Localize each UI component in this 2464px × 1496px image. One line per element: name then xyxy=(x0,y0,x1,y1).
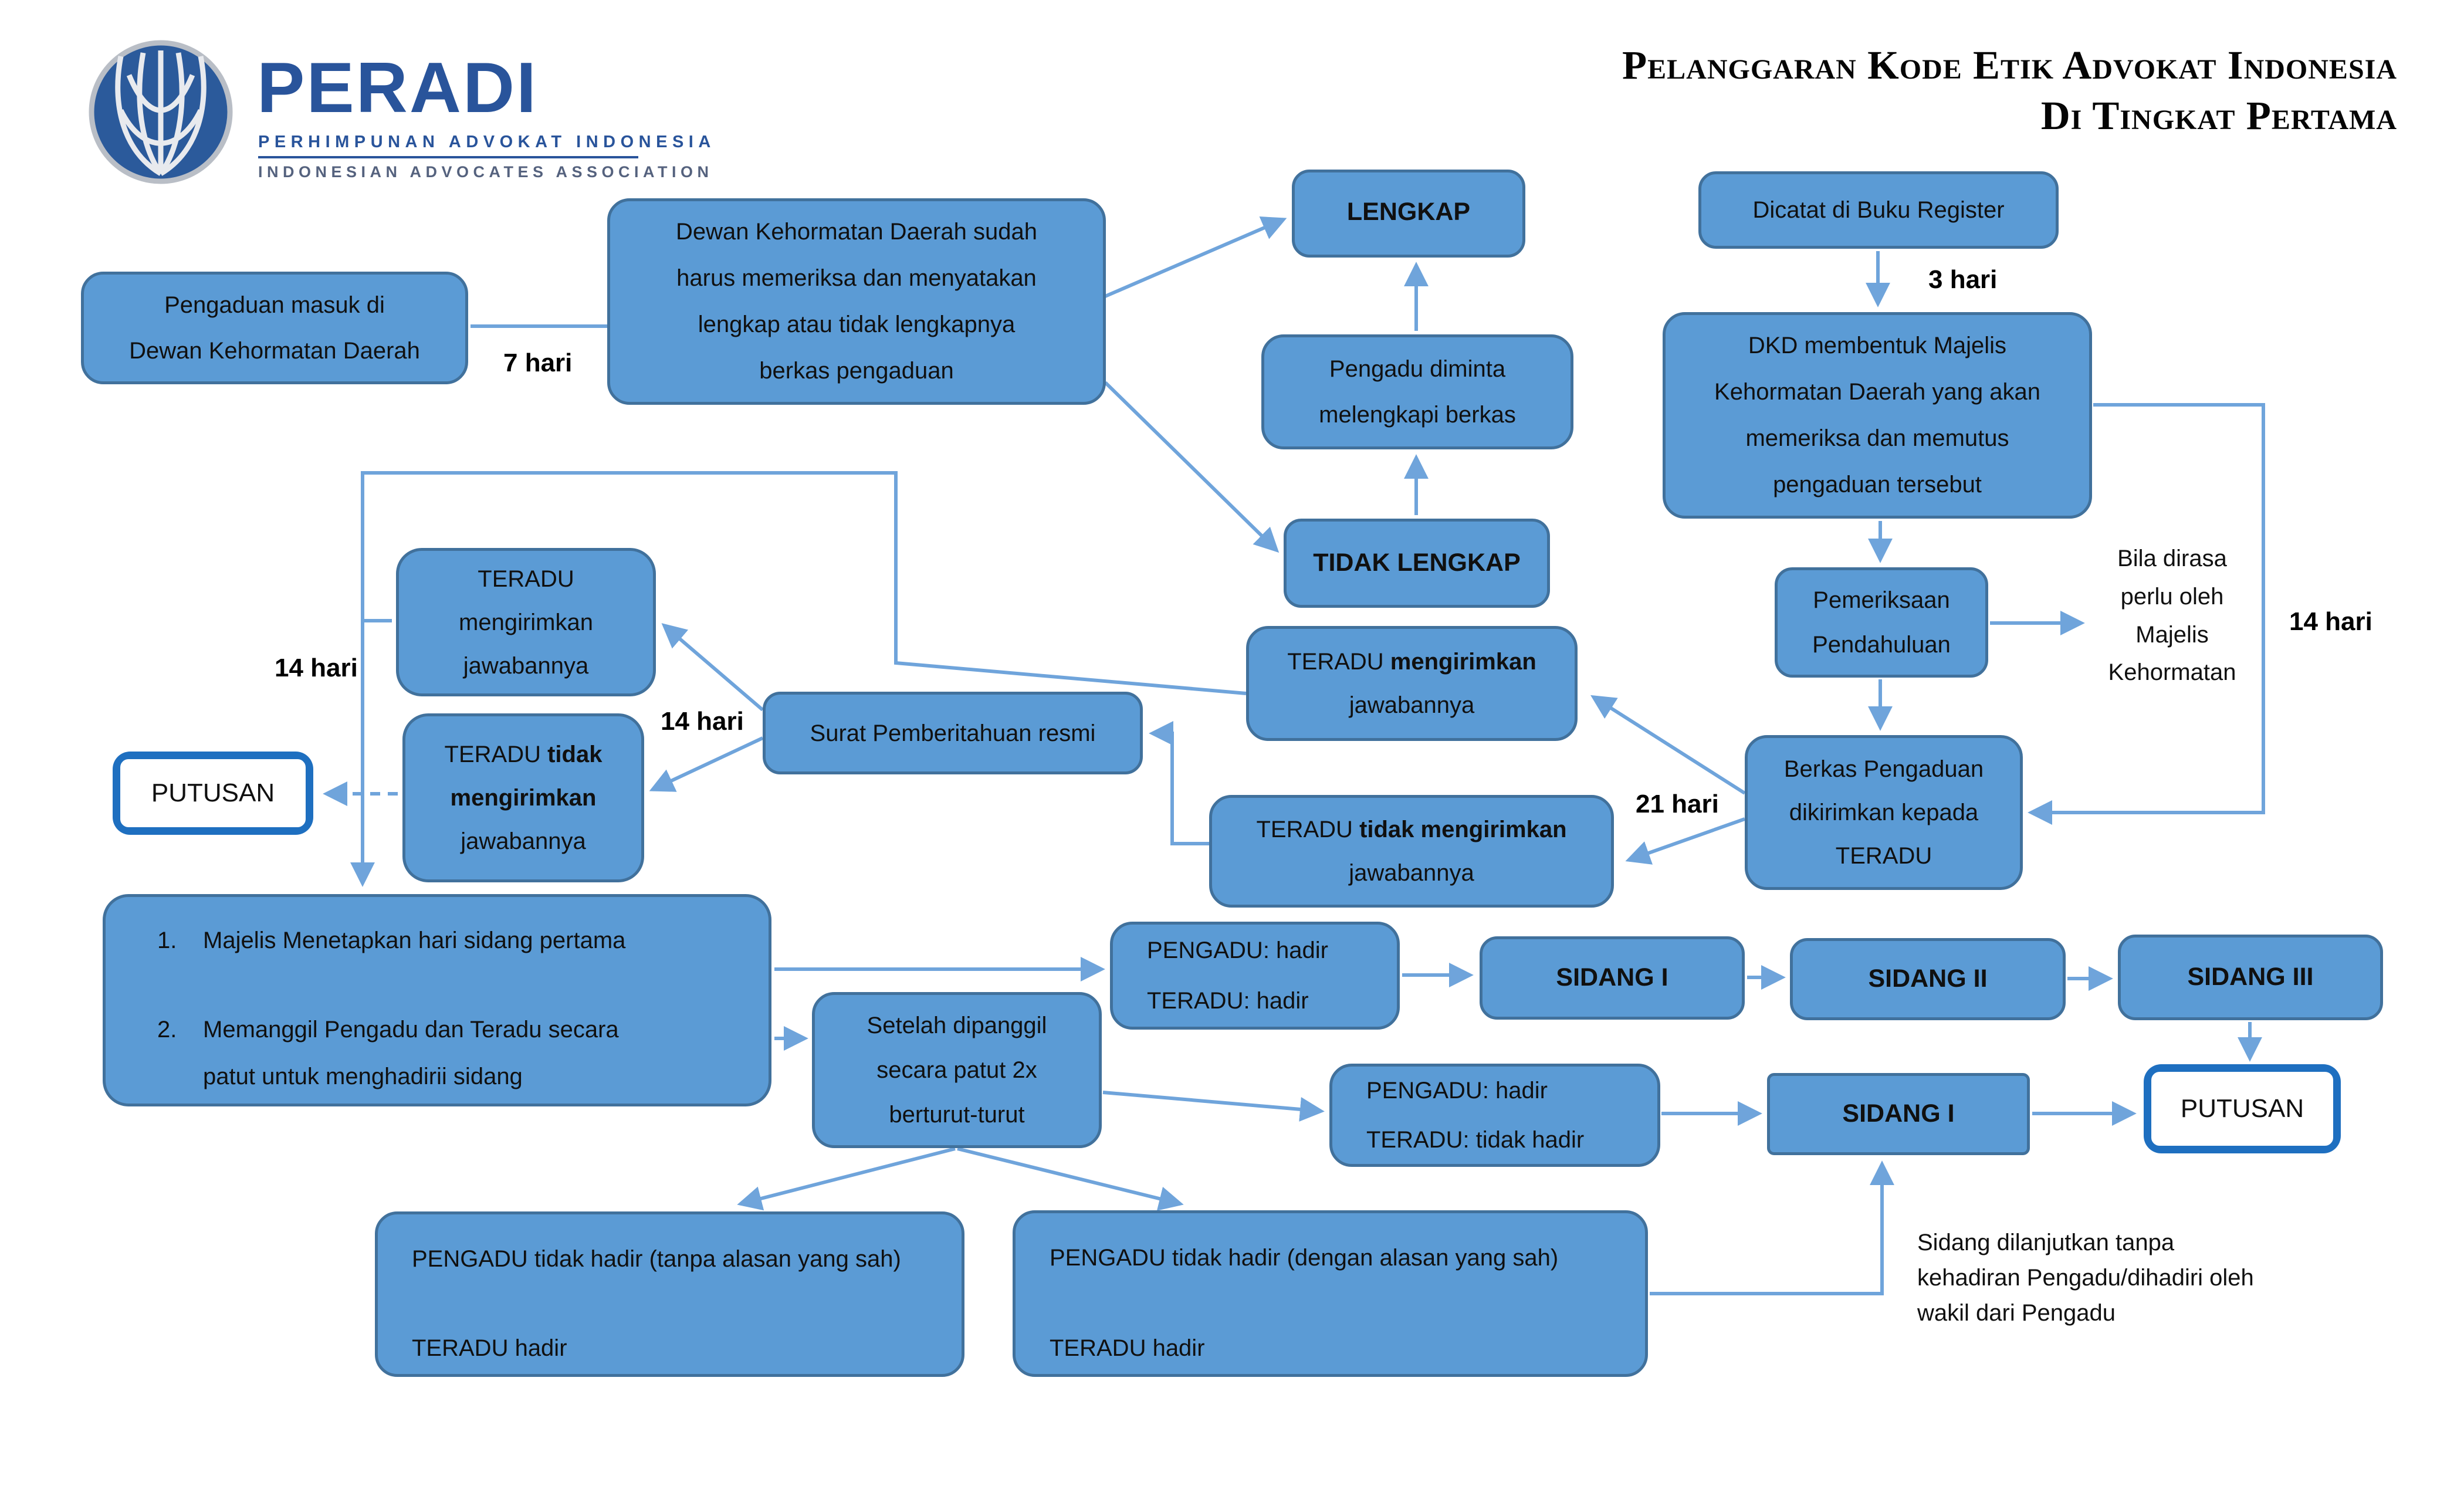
node-sidang-1: SIDANG I xyxy=(1480,936,1745,1020)
node-pengadu-tidak-hadir-tanpa: PENGADU tidak hadir (tanpa alasan yang sah) TERADU hadir xyxy=(375,1211,964,1377)
node-setelah-dipanggil: Setelah dipanggil secara patut 2x berturut-turut xyxy=(812,992,1102,1148)
node-teradu-mengirimkan-mid: TERADU mengirimkan jawabannya xyxy=(1246,626,1578,741)
node-lengkap: LENGKAP xyxy=(1292,170,1525,258)
label-7-hari: 7 hari xyxy=(503,348,573,377)
node-putusan-left: PUTUSAN xyxy=(113,752,313,835)
node-surat-pemberitahuan: Surat Pemberitahuan resmi xyxy=(763,692,1143,774)
arrow-dewan-to-lengkap xyxy=(1105,219,1284,296)
arrow-surat-to-teradu-tidak-left xyxy=(652,738,763,790)
text-bila-dirasa: Bila dirasa perlu oleh Majelis Kehormatan xyxy=(2108,546,2236,686)
arrow-setelah-to-hadirtidak xyxy=(1103,1092,1321,1111)
node-dicatat-register: Dicatat di Buku Register xyxy=(1698,171,2059,249)
arrow-setelah-to-dengan xyxy=(957,1149,1180,1204)
node-teradu-tidak-mengirimkan-left: TERADU tidak mengirimkan jawabannya xyxy=(402,713,644,882)
node-dkd-membentuk: DKD membentuk Majelis Kehormatan Daerah yang akan memeriksa dan memutus pengaduan tersebut xyxy=(1663,312,2092,519)
node-sidang-1b: SIDANG I xyxy=(1767,1073,2030,1155)
node-pengaduan-masuk: Pengaduan masuk di Dewan Kehormatan Daerah xyxy=(81,272,468,384)
arrow-surat-to-teradu-kirim-left xyxy=(664,625,763,710)
node-sidang-2: SIDANG II xyxy=(1790,938,2066,1020)
node-pengadu-hadir-teradu-hadir: PENGADU: hadir TERADU: hadir xyxy=(1110,922,1400,1030)
node-teradu-mengirimkan-left: TERADU mengirimkan jawabannya xyxy=(396,548,656,696)
node-teradu-tidak-mengirimkan-mid: TERADU tidak mengirimkan jawabannya xyxy=(1209,795,1614,908)
node-berkas-dikirim: Berkas Pengaduan dikirimkan kepada TERADU xyxy=(1745,735,2023,890)
brand-subtitle-id: PERHIMPUNAN ADVOKAT INDONESIA xyxy=(258,133,716,151)
label-14-hari-left: 14 hari xyxy=(275,654,358,682)
arrow-berkas-to-teradu-tidak xyxy=(1629,819,1745,860)
arrow-teradutidak-to-surat xyxy=(1152,733,1209,844)
brand-subtitle-en: INDONESIAN ADVOCATES ASSOCIATION xyxy=(258,163,713,181)
node-pemeriksaan-pendahuluan: Pemeriksaan Pendahuluan xyxy=(1775,567,1988,678)
text-sidang-dilanjutkan: Sidang dilanjutkan tanpa kehadiran Pengadu/dihadiri oleh wakil dari Pengadu xyxy=(1917,1230,2254,1326)
arrow-dewan-to-tidaklengkap xyxy=(1105,383,1277,550)
page-title-line2: Di Tingkat Pertama xyxy=(2040,93,2397,138)
node-pengadu-diminta: Pengadu diminta melengkapi berkas xyxy=(1261,334,1573,449)
page-title-line1: Pelanggaran Kode Etik Advokat Indonesia xyxy=(1622,43,2397,87)
peradi-logo-icon xyxy=(87,40,235,184)
node-putusan-right: PUTUSAN xyxy=(2144,1064,2341,1153)
label-3-hari: 3 hari xyxy=(1928,265,1998,294)
node-pengadu-hadir-teradu-tidak: PENGADU: hadir TERADU: tidak hadir xyxy=(1329,1064,1660,1167)
label-21-hari: 21 hari xyxy=(1636,790,1719,818)
node-pengadu-tidak-hadir-dengan: PENGADU tidak hadir (dengan alasan yang sah) TERADU hadir xyxy=(1013,1210,1648,1377)
label-14-hari-right: 14 hari xyxy=(2289,607,2372,636)
arrow-dengan-to-sidang1b xyxy=(1650,1164,1882,1294)
node-sidang-3: SIDANG III xyxy=(2118,935,2383,1020)
node-tidak-lengkap: TIDAK LENGKAP xyxy=(1284,519,1550,608)
node-dewan-periksa: Dewan Kehormatan Daerah sudah harus memeriksa dan menyatakan lengkap atau tidak lengkapnya berkas pengaduan xyxy=(607,198,1106,405)
brand-wordmark: PERADI xyxy=(257,48,538,127)
label-14-hari-surat: 14 hari xyxy=(661,707,744,736)
arrow-setelah-to-tanpa xyxy=(740,1149,955,1204)
arrow-berkas-to-teradu-kirim xyxy=(1593,697,1745,793)
node-majelis-menetapkan: 1. Majelis Menetapkan hari sidang pertama 2. Memanggil Pengadu dan Teradu secara patut untuk menghadirii sidang xyxy=(103,894,771,1106)
